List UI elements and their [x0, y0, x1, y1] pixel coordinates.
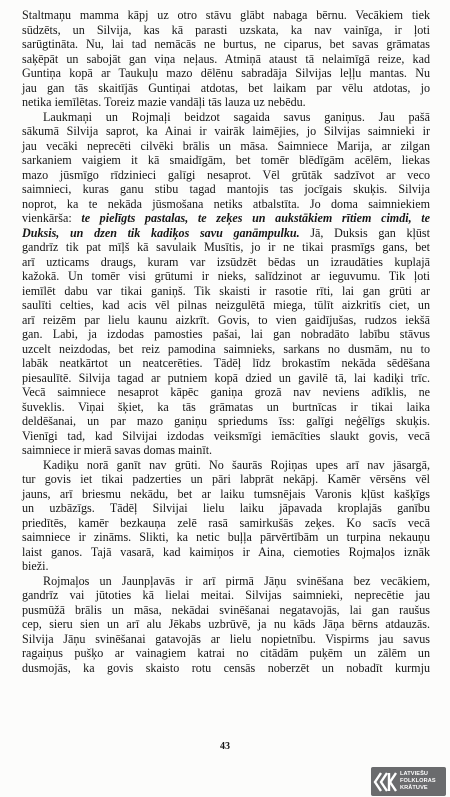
text-line	[22, 240, 430, 255]
emphasized-text: Duksis, un dzen tik kadiķos savu ganāmpulku.	[22, 225, 300, 240]
paragraph	[22, 8, 430, 110]
line-text: Staltmaņu mamma kāpj uz otro stāvu glābt nabaga bērnu. Vecākiem tiek	[22, 8, 430, 22]
line-text: iemīlēt dabu var tikai ganiņš. Tik skaisti ir rasotie rīti, lai gan grūti ar	[22, 283, 430, 298]
line-text: priedītēs, kamēr bezkauņa zelē rasā samirkušās zeķes. Ko sacīs vecā	[22, 515, 430, 530]
line-text: gandrīz tik pat mīļš kā savulaik Musītis, jo ir ne tikai prasmīgs gans, bet	[22, 240, 430, 254]
line-text: arī uzticams draugs, kuram var izsūdzēt bēdas un izraudāties kuplajā	[22, 254, 430, 269]
text-line	[22, 342, 430, 357]
text-line	[22, 255, 430, 270]
line-text: gandrīz vai jūtoties kā lielai meitai. Silvijas saimnieki, neprecētie jau	[22, 588, 430, 602]
text-line	[22, 226, 430, 241]
archive-logo-text	[400, 771, 436, 792]
text-line	[22, 168, 430, 183]
line-text: Rojmaļos un Jaunpļavās ir arī pirmā Jāņu svinēšana bez vecākiem,	[43, 573, 430, 588]
line-text: noprot, ka te nekāda jūsmošana netiks atbalstīta. Jo doma saimniekiem	[22, 196, 430, 211]
line-text: saimniece ir mierā savas domas mainīt.	[22, 443, 213, 457]
text-line	[22, 139, 430, 154]
text-line	[22, 646, 430, 661]
line-text: un uzbāzīgs. Tādēļ Silvijai lielu laiku jāpavada kroplajās ganību	[22, 501, 430, 515]
line-text: piesaulītē. Silvija tagad ar putniem kopā dzied un gavilē tā, lai kadiķi trīc.	[22, 370, 430, 385]
line-text: Vecā saimniece nesaprot kāpēc ganiņa grozā nav neviens adīklis, ne	[22, 385, 430, 399]
text-line	[43, 458, 430, 473]
line-text: laist ganos. Tajā vasarā, kad kaimiņos ir Aina, ciemoties Rojmaļos iznāk	[22, 544, 430, 559]
text-line	[22, 501, 430, 516]
text-line	[22, 197, 430, 212]
line-text: arī reizēm par lielu kaunu aizkrīt. Govis, to vien gaidījušas, rudzos iekšā	[22, 312, 430, 327]
line-text: cep, sieru sien un arī alu Jēkabs uzbrūvē, ja nu kāds Jāņa bērns atdauzās.	[22, 617, 430, 631]
line-text: Kadiķu norā ganīt nav grūti. No šaurās Rojiņas upes arī nav jāsargā,	[43, 457, 430, 472]
text-line	[22, 487, 430, 502]
line-text: netika iemīlētas. Toreiz mazie vandāļi tās lauza uz nebēdu.	[22, 95, 306, 109]
line-text: saķēpāt un sabojāt gan viņa neļaus. Atmiņā ataust tā nelaimīgā reize, kad	[22, 51, 430, 66]
paragraph	[22, 574, 430, 676]
text-line	[22, 414, 430, 429]
line-text: saulīti celties, kad acis vēl pilnas neizgulētā miega, tūlīt aizkritīs ciet, un	[22, 298, 430, 312]
text-line	[22, 124, 430, 139]
line-text: gan. Labi, ja izdodas pamosties pašai, lai gan nobradāto labību stāvus	[22, 327, 430, 341]
text-line	[22, 211, 430, 226]
line-text: saimnieci, kuras ganu stibu tagad mantojis tas jocīgais skuķis. Silvija	[22, 182, 430, 196]
text-line	[22, 661, 430, 676]
logo-line: LATVIEŠU	[400, 771, 429, 777]
line-text: deldēšanai, un par mazo ganiņu spriedums īss: galīgi neģēlīgs skuķis.	[22, 414, 430, 428]
text-line	[22, 588, 430, 603]
line-text: Silvija Jāņu svinēšanai gatavojās ar lielu nopietnību. Vispirms jau savus	[22, 631, 430, 646]
text-line	[22, 8, 430, 23]
text-line	[22, 23, 430, 38]
emphasized-text: te pielīgts pastalas, te zeķes un aukstākiem rītiem cimdi, te	[81, 211, 430, 225]
line-text: kažokā. Un tomēr visi grūtumi ir nieks, salīdzinot ar ieguvumu. Tik ļoti	[22, 269, 430, 283]
text-line	[43, 110, 430, 125]
text-line	[22, 269, 430, 284]
line-text: Guntiņa kopā ar Taukuļu mazo dēlēnu sabradāja Silvijas leļļu mantas. Nu	[22, 66, 430, 80]
line-text: ragaiņus pušķo ar vainagiem katrai no citādām puķēm un zālēm un	[22, 646, 430, 660]
line-text: vienkārša:	[22, 211, 82, 225]
line-text: Vienīgi tad, kad Silvijai izdodas veiksmīgi iemācīties slaukt govis, vecā	[22, 428, 430, 443]
text-line	[22, 356, 430, 371]
paragraph	[22, 110, 430, 458]
text-line	[22, 429, 430, 444]
text-line	[22, 472, 430, 487]
text-line	[22, 385, 430, 400]
page-text	[22, 8, 430, 675]
line-text: dusmojās, ka govis skaisto rotu censās noberzēt un nobadīt kurmju	[22, 660, 430, 675]
line-text: sarūgtināta. Nu, lai tad nemācās ne burtus, ne ciparus, bet savas grāmatas	[22, 37, 430, 51]
line-text: saimniece ir zināms. Slikti, ka netic buļļa pārvērtībām un turpina nekauņu	[22, 530, 430, 544]
line-text: pusmūžā brālis un māsa, nekādai svinēšanai negatavojās, lai gan raušus	[22, 602, 430, 617]
text-line	[22, 52, 430, 67]
text-line	[22, 371, 430, 386]
line-text: šuveklis. Viņai šķiet, ka tās grāmatas un burtnīcas ir tikai laika	[22, 399, 430, 414]
text-line	[22, 95, 430, 110]
text-line	[22, 443, 430, 458]
line-text: bieži.	[22, 559, 49, 573]
text-line	[22, 327, 430, 342]
text-line	[22, 153, 430, 168]
archive-logo	[371, 767, 446, 796]
text-line	[22, 617, 430, 632]
line-text: uzcelt neizdodas, bet reiz pamodina saimnieks, sarkans no dusmām, nu to	[22, 341, 430, 356]
text-line	[43, 574, 430, 589]
text-line	[22, 284, 430, 299]
paragraph	[22, 458, 430, 574]
line-text: sarkaniem vaigiem it kā smaidīgām, bet tomēr blēdīgām acēlēm, liekas	[22, 153, 430, 167]
line-text: sūdzēts, un Silvija, kas kā parasti uzskata, ka nav vainīga, ir ļoti	[22, 22, 430, 37]
line-text: Jā, Duksis gan kļūst	[299, 225, 430, 240]
text-line	[22, 516, 430, 531]
text-line	[22, 559, 430, 574]
line-text: jau gan tās skaitījās Guntiņai atdotas, bet laikam par vēlu atdotas, jo	[22, 80, 430, 95]
line-text: sākumā Silvija saprot, ka Ainai ir vairāk laimējies, jo Silvijas saimnieki ir	[22, 124, 430, 138]
logo-line: KRĀTUVE	[400, 785, 428, 791]
line-text: jauns, arī briesmu nekādu, bet ar laiku tumsnējais Varonis kļūst kašķīgs	[22, 486, 430, 501]
text-line	[22, 298, 430, 313]
text-line	[22, 632, 430, 647]
text-line	[22, 37, 430, 52]
text-line	[22, 530, 430, 545]
line-text: tur govis iet tikai padzerties un pāri labprāt nekāpj. Kamēr vērsēns vēl	[22, 472, 430, 486]
line-text: Laukmaņi un Rojmaļi beidzot sagaida savus ganiņus. Jau pašā	[43, 109, 430, 124]
line-text: jau vecāki neprecēti cilvēki brālis un māsa. Saimniece Marija, ar zilgan	[22, 138, 430, 153]
line-text: labāk neatkārtot un neatcerēties. Tādēļ līdz brokastīm nekāda sēdēšana	[22, 356, 430, 370]
page-number: 43	[220, 741, 230, 752]
text-line	[22, 545, 430, 560]
text-line	[22, 603, 430, 618]
text-line	[22, 313, 430, 328]
line-text: mazo jūsmīgo rīdzinieci galīgi nesaprot. Vēl grūtāk sadzīvot ar veco	[22, 167, 430, 182]
text-line	[22, 182, 430, 197]
archive-logo-mark-icon	[373, 769, 397, 795]
logo-line: FOLKLORAS	[400, 778, 436, 784]
text-line	[22, 81, 430, 96]
text-line	[22, 66, 430, 81]
text-line	[22, 400, 430, 415]
